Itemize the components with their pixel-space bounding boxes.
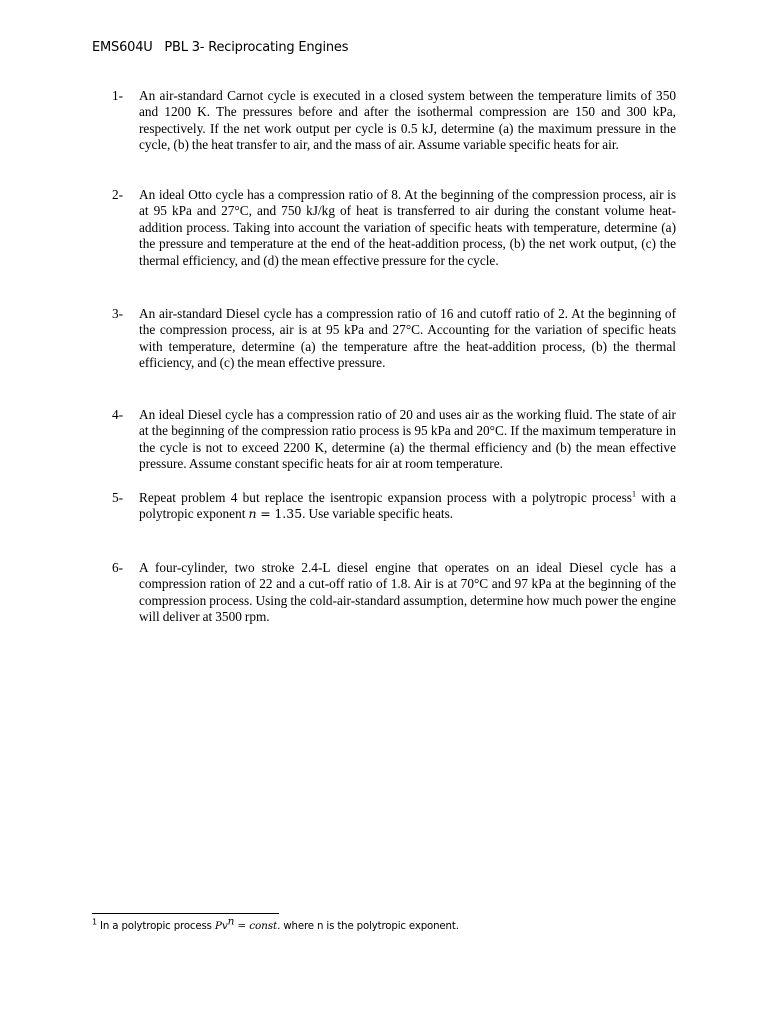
footnote-reference: 1 — [631, 489, 636, 499]
math-expression: = const. — [234, 920, 281, 932]
problem-text: An air-standard Carnot cycle is executed in a closed system between the temperature limits of 350 and 1200 K. The pressures before and after the isothermal compression are 150 and 300 kPa, respectively. If the net work output per cycle is 0.5 kJ, determine (a) the maximum pressure in the cycle, (b) the heat transfer to air, and the mass of air. Assume variable specific heats for air. — [139, 88, 676, 153]
problem-item — [112, 88, 676, 154]
math-variable: n — [248, 506, 257, 522]
problem-text: A four-cylinder, two stroke 2.4-L diesel engine that operates on an ideal Diesel cycle has a compression ration of 22 and a cut-off ratio of 1.8. Air is at 70°C and 97 kPa at the beginning of the compression process. Using the cold-air-standard assumption, determine how much power the engine will deliver at 3500 rpm. — [139, 560, 676, 625]
math-expression: = 1.35 — [256, 506, 303, 522]
problem-item — [112, 560, 676, 626]
problem-text-part: . Use variable specific heats. — [302, 506, 454, 522]
problem-text-part: Repeat problem 4 but replace the isentropic expansion process with a polytropic process — [139, 490, 632, 505]
problem-item — [112, 306, 676, 372]
footnote-text: where n is the polytropic exponent. — [280, 921, 459, 932]
problem-number: 2- — [112, 187, 124, 202]
problem-item — [112, 407, 676, 473]
problem-text-part: with a polytropic exponent — [139, 490, 677, 522]
problem-number: 3- — [112, 306, 124, 321]
footnote-marker: 1 — [92, 917, 97, 927]
footnote-separator — [92, 913, 279, 914]
footnote-text: In a polytropic process — [96, 921, 215, 932]
problem-number: 6- — [112, 560, 124, 575]
problem-number: 5- — [112, 490, 124, 505]
math-expression: Pv — [214, 920, 228, 932]
problem-text: An ideal Diesel cycle has a compression ratio of 20 and uses air as the working fluid. The state of air at the beginning of the compression ratio process is 95 kPa and 20°C. If the maximum temperature in the cycle is not to exceed 2200 K, determine (a) the thermal efficiency and (b) the mean effective pressure. Assume constant specific heats for air at room temperature. — [139, 407, 676, 472]
math-exponent: n — [227, 915, 235, 928]
footnote — [92, 915, 459, 932]
problem-text — [139, 490, 676, 523]
problem-item — [112, 187, 676, 269]
problem-number: 1- — [112, 88, 124, 103]
problem-text: An ideal Otto cycle has a compression ratio of 8. At the beginning of the compression process, air is at 95 kPa and 27°C, and 750 kJ/kg of heat is transferred to air during the constant volume heat-addition process. Taking into account the variation of specific heats with temperature, determine (a) the pressure and temperature at the end of the heat-addition process, (b) the net work output, (c) the thermal efficiency, and (d) the mean effective pressure for the cycle. — [139, 187, 676, 268]
problem-number: 4- — [112, 407, 124, 422]
page-title: EMS604U PBL 3- Reciprocating Engines — [92, 40, 349, 55]
problem-text: An air-standard Diesel cycle has a compression ratio of 16 and cutoff ratio of 2. At the beginning of the compression process, air is at 95 kPa and 27°C. Accounting for the variation of specific heats with temperature, determine (a) the temperature aftre the heat-addition process, (b) the thermal efficiency, and (c) the mean effective pressure. — [139, 306, 676, 371]
problem-item — [112, 490, 676, 523]
